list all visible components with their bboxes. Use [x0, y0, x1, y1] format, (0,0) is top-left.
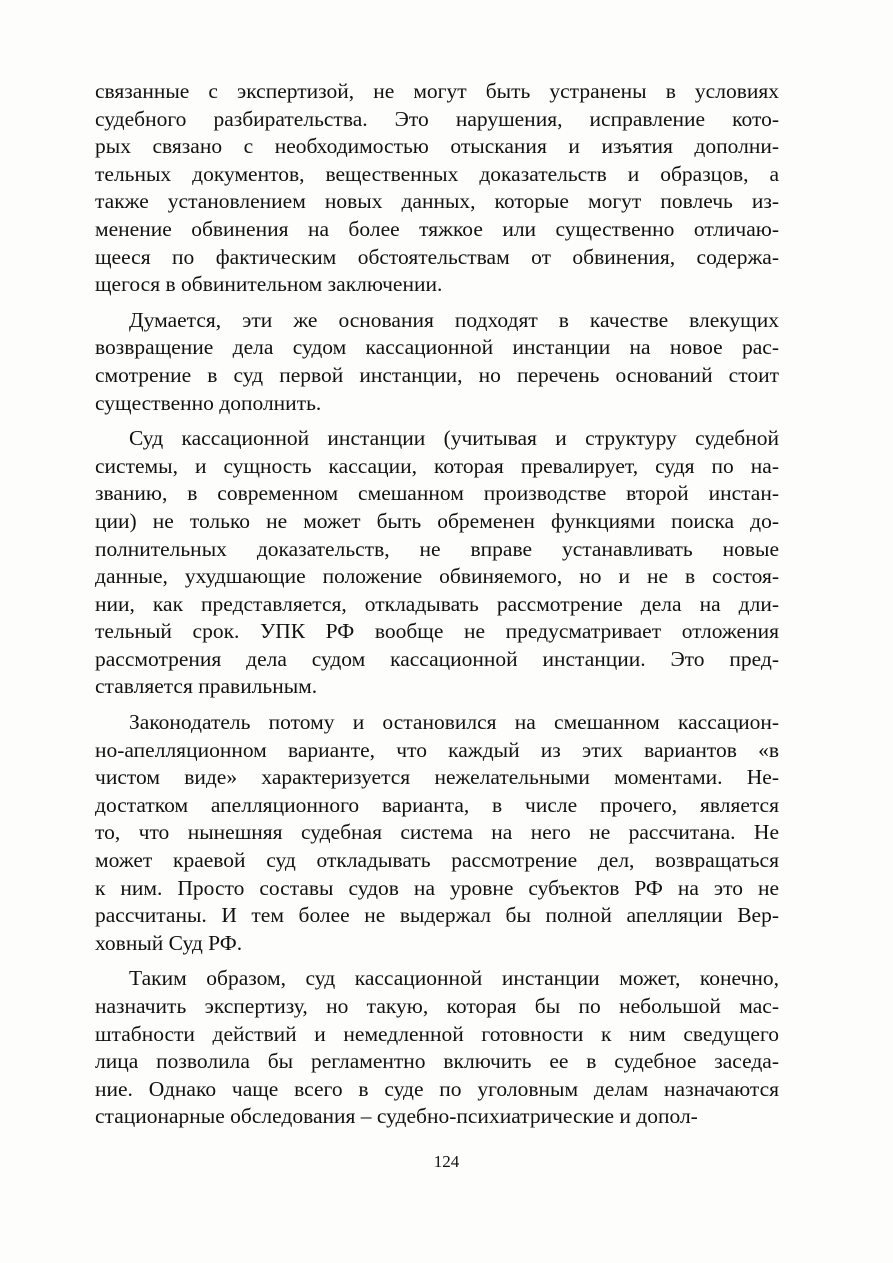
text-line: рых связано с необходимостью отыскания и изъятия дополни-: [95, 134, 779, 159]
text-line: может краевой суд откладывать рассмотрение дел, возвращаться: [95, 848, 779, 873]
text-line: тельных документов, вещественных доказательств и образцов, а: [95, 161, 779, 186]
text-line: менение обвинения на более тяжкое или существенно отличаю-: [95, 216, 779, 241]
text-line: Законодатель потому и остановился на смешанном кассацион-: [129, 710, 779, 735]
paragraph: [95, 307, 779, 417]
text-line: достатком апелляционного варианта, в числе прочего, является: [95, 792, 779, 817]
text-line: рассчитаны. И тем более не выдержал бы полной апелляции Вер-: [95, 903, 779, 928]
text-line: ции) не только не может быть обременен функциями поиска до-: [95, 508, 779, 533]
page-number: 124: [433, 1152, 460, 1171]
text-line: Думается, эти же основания подходят в качестве влекущих: [129, 307, 779, 332]
text-line: ховный Суд РФ.: [95, 930, 243, 955]
text-line: щегося в обвинительном заключении.: [95, 272, 443, 297]
paragraph: [95, 709, 779, 957]
text-line: Суд кассационной инстанции (учитывая и структуру судебной: [129, 426, 779, 451]
text-line: рассмотрения дела судом кассационной инстанции. Это пред-: [95, 646, 779, 671]
text-line: но-апелляционном варианте, что каждый из этих вариантов «в: [95, 737, 779, 762]
paragraph: [95, 965, 779, 1131]
text-line: к ним. Просто составы судов на уровне субъектов РФ на это не: [95, 875, 779, 900]
text-line: существенно дополнить.: [95, 390, 322, 415]
text-line: назначить экспертизу, но такую, которая бы по небольшой мас-: [95, 994, 779, 1018]
text-line: тельный срок. УПК РФ вообще не предусматривает отложения: [95, 619, 779, 644]
text-line: званию, в современном смешанном производстве второй инстан-: [95, 481, 779, 506]
text-line: связанные с экспертизой, не могут быть устранены в условиях: [95, 79, 779, 103]
text-line: смотрение в суд первой инстанции, но перечень оснований стоит: [95, 362, 779, 387]
text-line: также установлением новых данных, которые могут повлечь из-: [95, 189, 779, 214]
text-line: штабности действий и немедленной готовности к ним сведущего: [95, 1021, 779, 1046]
text-line: чистом виде» характеризуется нежелательными моментами. Не-: [95, 765, 779, 790]
text-line: то, что нынешняя судебная система на него не рассчитана. Не: [95, 820, 779, 845]
text-line: ние. Однако чаще всего в суде по уголовным делам назначаются: [95, 1076, 779, 1101]
text-line: лица позволила бы регламентно включить ее в судебное заседа-: [95, 1049, 779, 1074]
text-line: ставляется правильным.: [95, 674, 318, 699]
text-line: щееся по фактическим обстоятельствам от обвинения, содержа-: [95, 244, 779, 269]
paragraph: [95, 78, 779, 299]
text-line: Таким образом, суд кассационной инстанции может, конечно,: [129, 966, 779, 991]
text-line: полнительных доказательств, не вправе устанавливать новые: [95, 536, 779, 561]
text-line: судебного разбирательства. Это нарушения, исправление кото-: [95, 106, 779, 131]
paragraph: [95, 425, 779, 701]
text-line: нии, как представляется, откладывать рассмотрение дела на дли-: [95, 591, 779, 616]
body-text: [95, 78, 779, 1139]
text-line: данные, ухудшающие положение обвиняемого, но и не в состоя-: [95, 564, 779, 589]
text-line: системы, и сущность кассации, которая превалирует, судя по на-: [95, 453, 779, 478]
text-line: стационарные обследования – судебно-психиатрические и допол-: [95, 1104, 698, 1129]
text-line: возвращение дела судом кассационной инстанции на новое рас-: [95, 335, 779, 360]
